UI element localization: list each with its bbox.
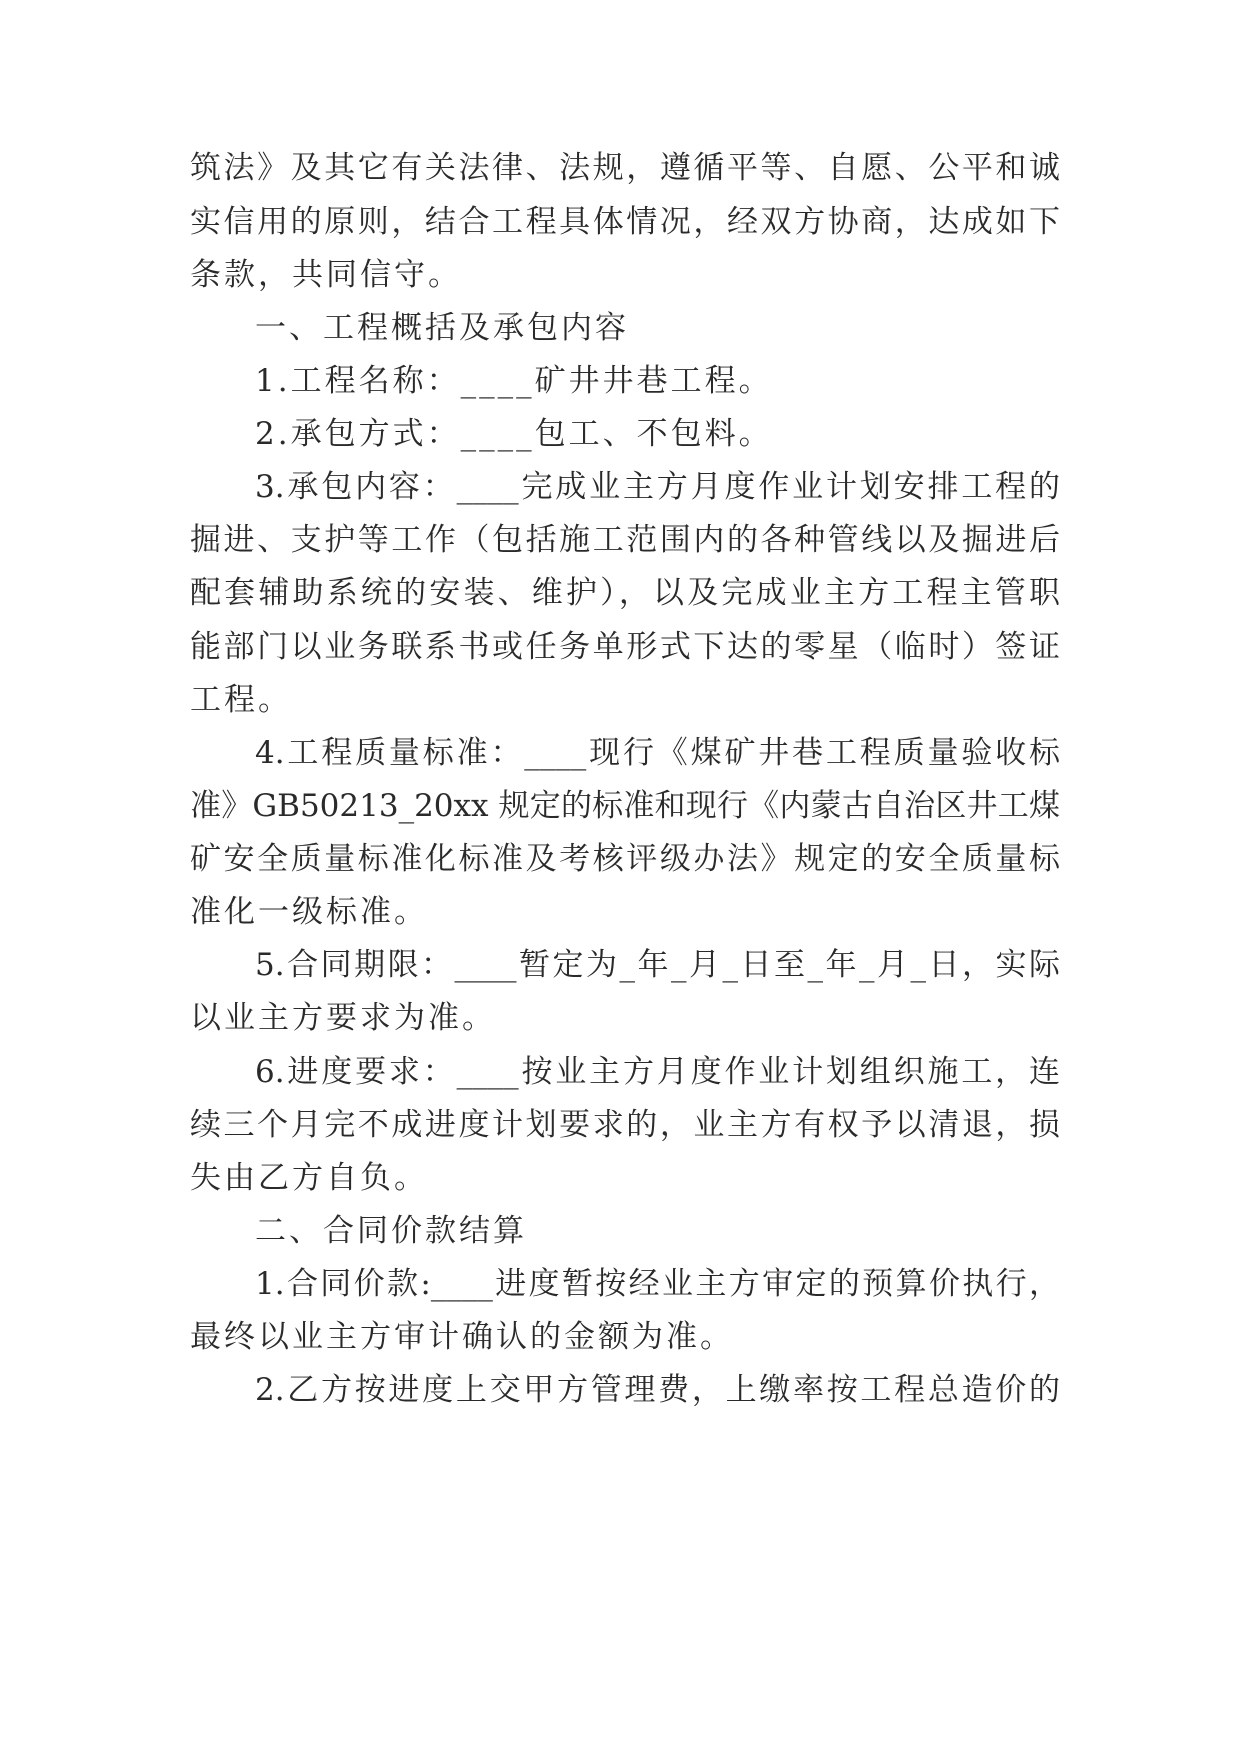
clause-line: 1.工程名称：____矿井井巷工程。: [255, 363, 773, 399]
clause-line: 3.承包内容：____完成业主方月度作业计划安排工程的: [255, 469, 1060, 505]
clause-line: 5.合同期限：____暂定为_年_月_日至_年_月_日，实际: [255, 947, 1060, 983]
paragraph-line: 矿安全质量标准化标准及考核评级办法》规定的安全质量标: [190, 841, 1060, 877]
paragraph-line: 最终以业主方审计确认的金额为准。: [190, 1319, 734, 1355]
section-heading: 二、合同价款结算: [255, 1213, 527, 1249]
clause-line: 2.乙方按进度上交甲方管理费，上缴率按工程总造价的: [255, 1372, 1060, 1408]
clause-line: 2.承包方式：____包工、不包料。: [255, 416, 773, 452]
paragraph-line: 配套辅助系统的安装、维护），以及完成业主方工程主管职: [190, 575, 1060, 611]
paragraph-line: 掘进、支护等工作（包括施工范围内的各种管线以及掘进后: [190, 522, 1060, 558]
paragraph-line: 准化一级标准。: [190, 894, 428, 930]
paragraph-line: 失由乙方自负。: [190, 1160, 428, 1196]
section-heading: 一、工程概括及承包内容: [255, 310, 629, 346]
paragraph-line: 能部门以业务联系书或任务单形式下达的零星（临时）签证: [190, 629, 1060, 665]
paragraph-line: 续三个月完不成进度计划要求的，业主方有权予以清退，损: [190, 1107, 1060, 1143]
clause-line: 6.进度要求：____按业主方月度作业计划组织施工，连: [255, 1054, 1060, 1090]
paragraph-line: 工程。: [190, 682, 292, 718]
clause-line: 1.合同价款:____进度暂按经业主方审定的预算价执行，: [255, 1266, 1060, 1302]
paragraph-line: 实信用的原则，结合工程具体情况，经双方协商，达成如下: [190, 204, 1060, 240]
paragraph-line: 准》GB50213_20xx 规定的标准和现行《内蒙古自治区井工煤: [190, 788, 1060, 824]
paragraph-line: 以业主方要求为准。: [190, 1000, 496, 1036]
paragraph-line: 条款，共同信守。: [190, 257, 462, 293]
paragraph-line: 筑法》及其它有关法律、法规，遵循平等、自愿、公平和诚: [190, 150, 1060, 186]
clause-line: 4.工程质量标准：____现行《煤矿井巷工程质量验收标: [255, 735, 1060, 771]
